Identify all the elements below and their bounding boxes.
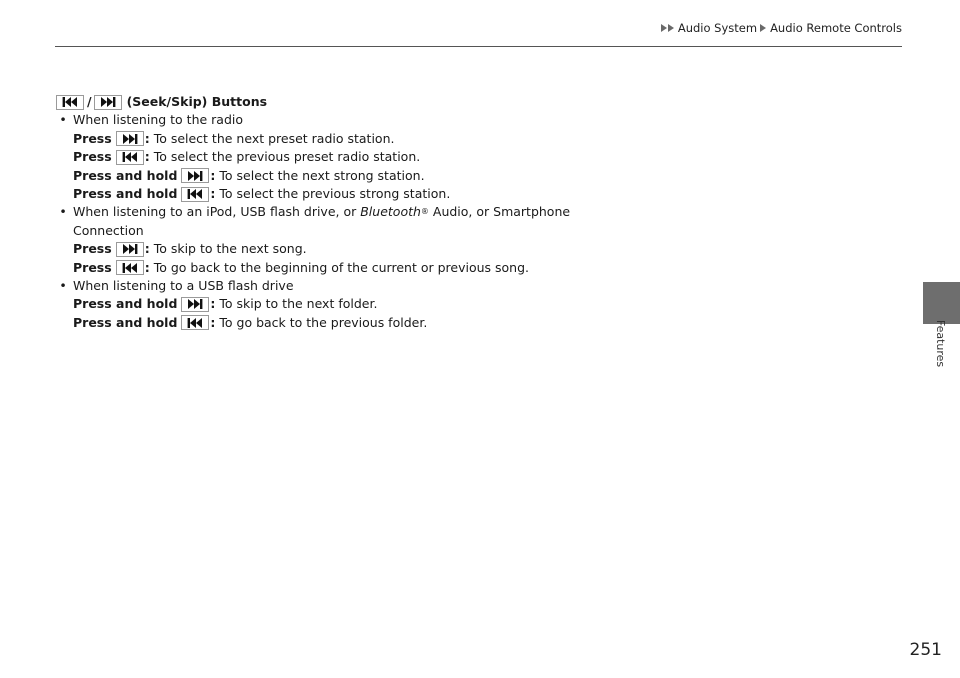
bullet-icon: • [59, 277, 67, 293]
skip-forward-icon [181, 168, 209, 183]
manual-content [56, 93, 776, 332]
bullet-icon: • [59, 204, 67, 220]
skip-back-icon [116, 260, 144, 275]
skip-forward-icon [116, 242, 144, 257]
list-item: Press : To go back to the beginning of the current or previous song. [73, 259, 529, 275]
list-item: Press and hold : To select the previous strong station. [73, 185, 451, 201]
skip-forward-icon [116, 131, 144, 146]
list-item-continuation: Connection [73, 222, 144, 238]
list-item: • When listening to a USB flash drive [56, 277, 776, 295]
list-item: Press and hold : To go back to the previous folder. [73, 314, 428, 330]
skip-back-icon [56, 95, 84, 110]
list-item: • When listening to an iPod, USB flash drive, or Bluetooth ® Audio, or Smartphone [56, 203, 776, 221]
section-title: (Seek/Skip) Buttons [126, 94, 268, 109]
breadcrumb [661, 19, 902, 37]
breadcrumb-arrow-icon [661, 24, 667, 32]
list-item: Press : To select the next preset radio station. [73, 130, 395, 146]
breadcrumb-arrow-icon [668, 24, 674, 32]
header-divider [55, 46, 902, 47]
page-number: 251 [909, 640, 942, 660]
skip-back-icon [181, 187, 209, 202]
bullet-icon: • [59, 112, 67, 128]
list-item: Press : To skip to the next song. [73, 241, 307, 257]
section-heading: / (Seek/Skip) Buttons [56, 93, 776, 111]
skip-forward-icon [181, 297, 209, 312]
skip-forward-icon [94, 95, 122, 110]
list-item: Press and hold : To select the next strong station. [73, 167, 425, 183]
list-item: • When listening to the radio [56, 111, 776, 129]
breadcrumb-arrow-icon [760, 24, 766, 32]
section-tab-label: Features [934, 319, 948, 367]
list-item: Press : To select the previous preset radio station. [73, 149, 421, 165]
skip-back-icon [116, 150, 144, 165]
breadcrumb-audio-system[interactable]: Audio System [677, 21, 758, 35]
list-item: Press and hold : To skip to the next folder. [73, 296, 378, 312]
breadcrumb-audio-remote-controls: Audio Remote Controls [770, 21, 902, 35]
skip-back-icon [181, 315, 209, 330]
